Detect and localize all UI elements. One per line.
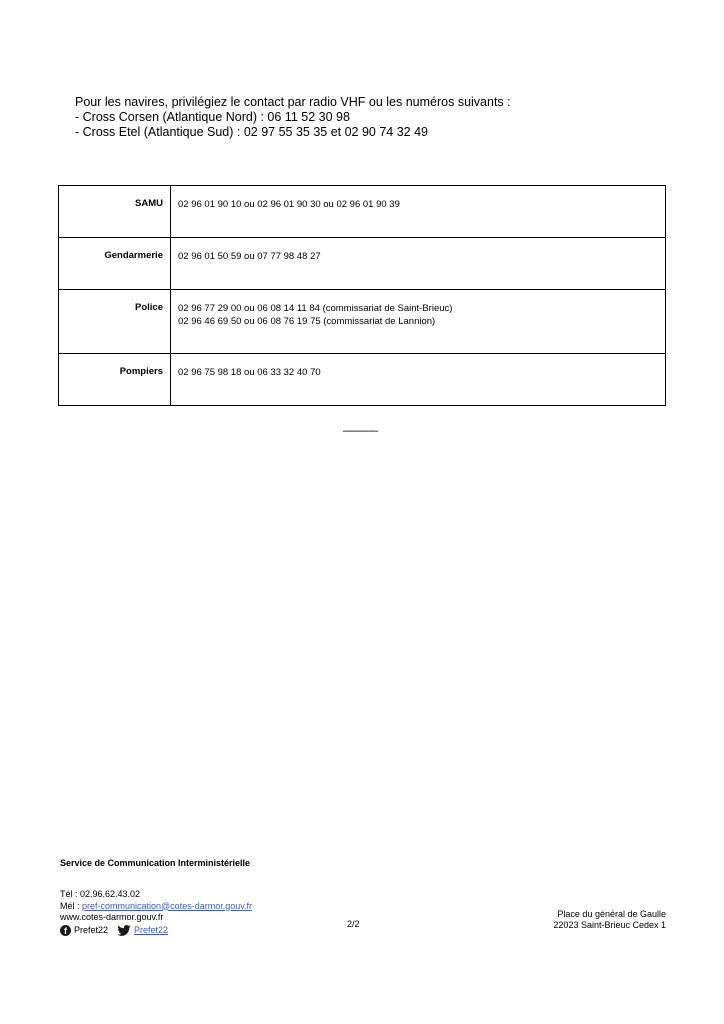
emergency-contacts-table [58, 185, 666, 406]
cross-etel-line: - Cross Etel (Atlantique Sud) : 02 97 55 35 35 et 02 90 74 32 49 [75, 125, 429, 139]
footer-email-line [60, 901, 252, 913]
row-label-gendarmerie: Gendarmerie [59, 238, 171, 290]
email-link[interactable]: pref-communication@cotes-darmor.gouv.fr [82, 900, 253, 911]
phone-numbers: 02 96 01 50 59 ou 07 77 98 48 27 [178, 251, 321, 262]
row-value-gendarmerie [171, 238, 666, 290]
row-value-police [171, 290, 666, 354]
table-row [59, 238, 666, 290]
row-label-pompiers: Pompiers [59, 354, 171, 406]
website-link[interactable]: www.cotes-darmor.gouv.fr [60, 912, 164, 922]
cross-corsen-line: - Cross Corsen (Atlantique Nord) : 06 11 52 30 98 [75, 110, 350, 124]
page-number: 2/2 [347, 919, 360, 929]
row-value-samu [171, 186, 666, 238]
table-row [59, 290, 666, 354]
separator-line: ______ [343, 418, 378, 432]
footer-contact-block [60, 889, 252, 936]
intro-line: Pour les navires, privilégiez le contact par radio VHF ou les numéros suivants : [75, 95, 511, 109]
footer-phone: Tél : 02.96.62.43.02 [60, 889, 141, 899]
address-line-2: 22023 Saint-Brieuc Cedex 1 [553, 920, 666, 930]
postal-address [553, 909, 666, 931]
table-row [59, 186, 666, 238]
twitter-handle[interactable]: Prefet22 [134, 924, 169, 935]
phone-numbers: 02 96 46 69 50 ou 06 08 76 19 75 (commissariat de Lannion) [178, 316, 436, 327]
row-label-samu: SAMU [59, 186, 171, 238]
social-links [60, 925, 252, 937]
address-line-1: Place du général de Gaulle [557, 909, 666, 919]
phone-numbers: 02 96 75 98 18 ou 06 33 32 40 70 [178, 367, 321, 378]
email-label: Mél : [60, 900, 83, 911]
row-label-police: Police [59, 290, 171, 354]
twitter-icon[interactable] [117, 925, 131, 936]
facebook-handle[interactable]: Prefet22 [74, 924, 109, 935]
phone-numbers: 02 96 77 29 00 ou 06 08 14 11 84 (commissariat de Saint-Brieuc) [178, 303, 453, 314]
phone-numbers: 02 96 01 90 10 ou 02 96 01 90 30 ou 02 96 01 90 39 [178, 199, 400, 210]
footer-service-name: Service de Communication Interministérielle [60, 858, 251, 868]
intro-paragraph [75, 95, 511, 140]
table-row [59, 354, 666, 406]
facebook-icon[interactable]: f [60, 925, 71, 936]
row-value-pompiers [171, 354, 666, 406]
